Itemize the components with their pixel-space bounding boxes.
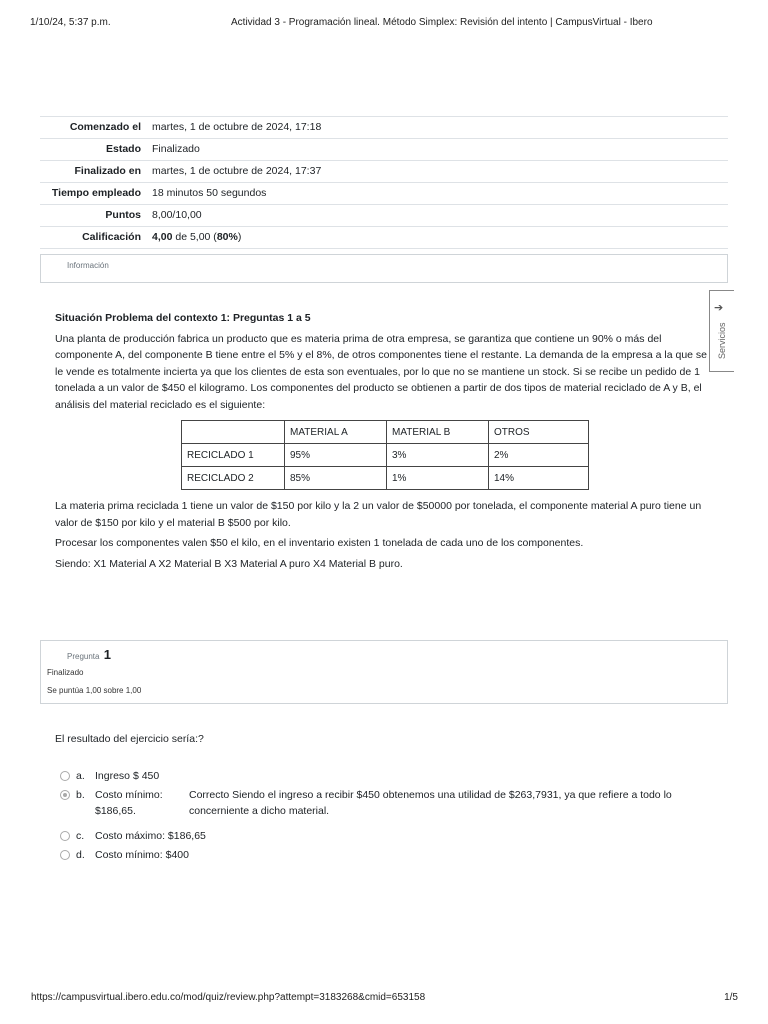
- summary-value: martes, 1 de octubre de 2024, 17:37: [146, 161, 728, 183]
- question-number-value: 1: [103, 647, 111, 662]
- answer-feedback: Correcto Siendo el ingreso a recibir $450 obtenemos una utilidad de $263,7931, ya que refiere a todo lo concerniente a dicho material.: [189, 789, 672, 817]
- table-cell: 1%: [387, 467, 489, 490]
- print-footer: [0, 992, 768, 1008]
- table-cell: RECICLADO 1: [182, 444, 285, 467]
- table-cell: 85%: [285, 467, 387, 490]
- table-row: [182, 467, 589, 490]
- summary-row: [40, 161, 728, 183]
- table-cell: 2%: [489, 444, 589, 467]
- question-number: [67, 647, 111, 662]
- radio-button-selected[interactable]: [60, 790, 70, 800]
- summary-label: Finalizado en: [40, 161, 146, 183]
- context-paragraph: La materia prima reciclada 1 tiene un valor de $150 por kilo y la 2 un valor de $50000 por tonelada, el componente material A puro tiene un valor de $150 por kilo y el material B $500 por kilo.: [55, 500, 702, 529]
- summary-value: 18 minutos 50 segundos: [146, 183, 728, 205]
- context-section: [55, 310, 707, 413]
- summary-row: [40, 183, 728, 205]
- summary-row: [40, 227, 728, 249]
- print-header: [0, 17, 768, 33]
- answer-text: Costo mínimo: $400: [95, 849, 189, 861]
- table-cell: 3%: [387, 444, 489, 467]
- summary-label: Estado: [40, 139, 146, 161]
- context-section-continued: [55, 498, 715, 576]
- summary-row: [40, 205, 728, 227]
- answer-text: Costo máximo: $186,65: [95, 830, 206, 842]
- context-paragraph: Una planta de producción fabrica un producto que es materia prima de otra empresa, se garantiza que contiene un 90% o más del componente A, del componente B tiene entre el 5% y el 8%, de otros componentes tiene el restante. La demanda de la empresa a la que se le vende es totalmente incierta ya que los clientes de esta son eventuales, por lo que no se mantiene un stock. Si se recibe un pedido de 1 tonelada a un valor de $450 el kilogramo. Los componentes del producto se obtienen a partir de dos tipos de material reciclado de A y B, el análisis del material reciclado es el siguiente:: [55, 332, 707, 411]
- question-state: Finalizado: [47, 668, 84, 677]
- summary-label: Calificación: [40, 227, 146, 249]
- summary-label: Puntos: [40, 205, 146, 227]
- table-cell: 14%: [489, 467, 589, 490]
- table-row: [182, 444, 589, 467]
- information-box: [40, 254, 728, 283]
- answer-letter: d.: [76, 849, 85, 861]
- services-tab-label: Servicios: [717, 322, 727, 359]
- context-paragraph: Siendo: X1 Material A X2 Material B X3 Material A puro X4 Material B puro.: [55, 557, 403, 570]
- grade-percent: 80%: [216, 231, 238, 243]
- grade-score: 4,00: [152, 231, 173, 243]
- table-header-cell: MATERIAL B: [387, 421, 489, 444]
- summary-value: 8,00/10,00: [146, 205, 728, 227]
- print-page-number: 1/5: [724, 992, 738, 1003]
- table-header-cell: [182, 421, 285, 444]
- table-header-cell: MATERIAL A: [285, 421, 387, 444]
- summary-value: martes, 1 de octubre de 2024, 17:18: [146, 117, 728, 139]
- services-tab[interactable]: [709, 290, 734, 372]
- summary-value: [146, 227, 728, 249]
- grade-close: ): [237, 231, 242, 243]
- answer-letter: a.: [76, 770, 85, 782]
- table-cell: RECICLADO 2: [182, 467, 285, 490]
- answer-text: Ingreso $ 450: [95, 770, 160, 782]
- table-cell: 95%: [285, 444, 387, 467]
- summary-label: Comenzado el: [40, 117, 146, 139]
- answer-letter: c.: [76, 830, 85, 842]
- answer-text: Costo mínimo: $186,65.: [95, 789, 163, 817]
- context-paragraph: Procesar los componentes valen $50 el kilo, en el inventario existen 1 tonelada de cada uno de los componentes.: [55, 537, 584, 549]
- print-url: https://campusvirtual.ibero.edu.co/mod/quiz/review.php?attempt=3183268&cmid=653158: [31, 992, 426, 1003]
- table-header-cell: OTROS: [489, 421, 589, 444]
- radio-button[interactable]: [60, 831, 70, 841]
- context-heading: Situación Problema del contexto 1: Preguntas 1 a 5: [55, 312, 311, 324]
- arrow-right-icon: ➔: [714, 302, 724, 314]
- question-text: El resultado del ejercicio sería:?: [55, 733, 204, 745]
- summary-value: Finalizado: [146, 139, 728, 161]
- attempt-summary-table: [40, 116, 728, 249]
- information-label: Información: [67, 261, 109, 270]
- radio-button[interactable]: [60, 771, 70, 781]
- summary-row: [40, 117, 728, 139]
- material-table: [181, 420, 589, 490]
- question-info-box: [40, 640, 728, 704]
- question-label: Pregunta: [67, 652, 100, 661]
- summary-row: [40, 139, 728, 161]
- radio-button[interactable]: [60, 850, 70, 860]
- table-header-row: [182, 421, 589, 444]
- question-grade: Se puntúa 1,00 sobre 1,00: [47, 686, 142, 695]
- print-datetime: 1/10/24, 5:37 p.m.: [30, 17, 111, 28]
- answer-letter: b.: [76, 789, 85, 801]
- summary-label: Tiempo empleado: [40, 183, 146, 205]
- grade-of: de 5,00 (: [172, 231, 217, 243]
- print-page-title: Actividad 3 - Programación lineal. Método Simplex: Revisión del intento | CampusVirtual - Ibero: [231, 17, 653, 28]
